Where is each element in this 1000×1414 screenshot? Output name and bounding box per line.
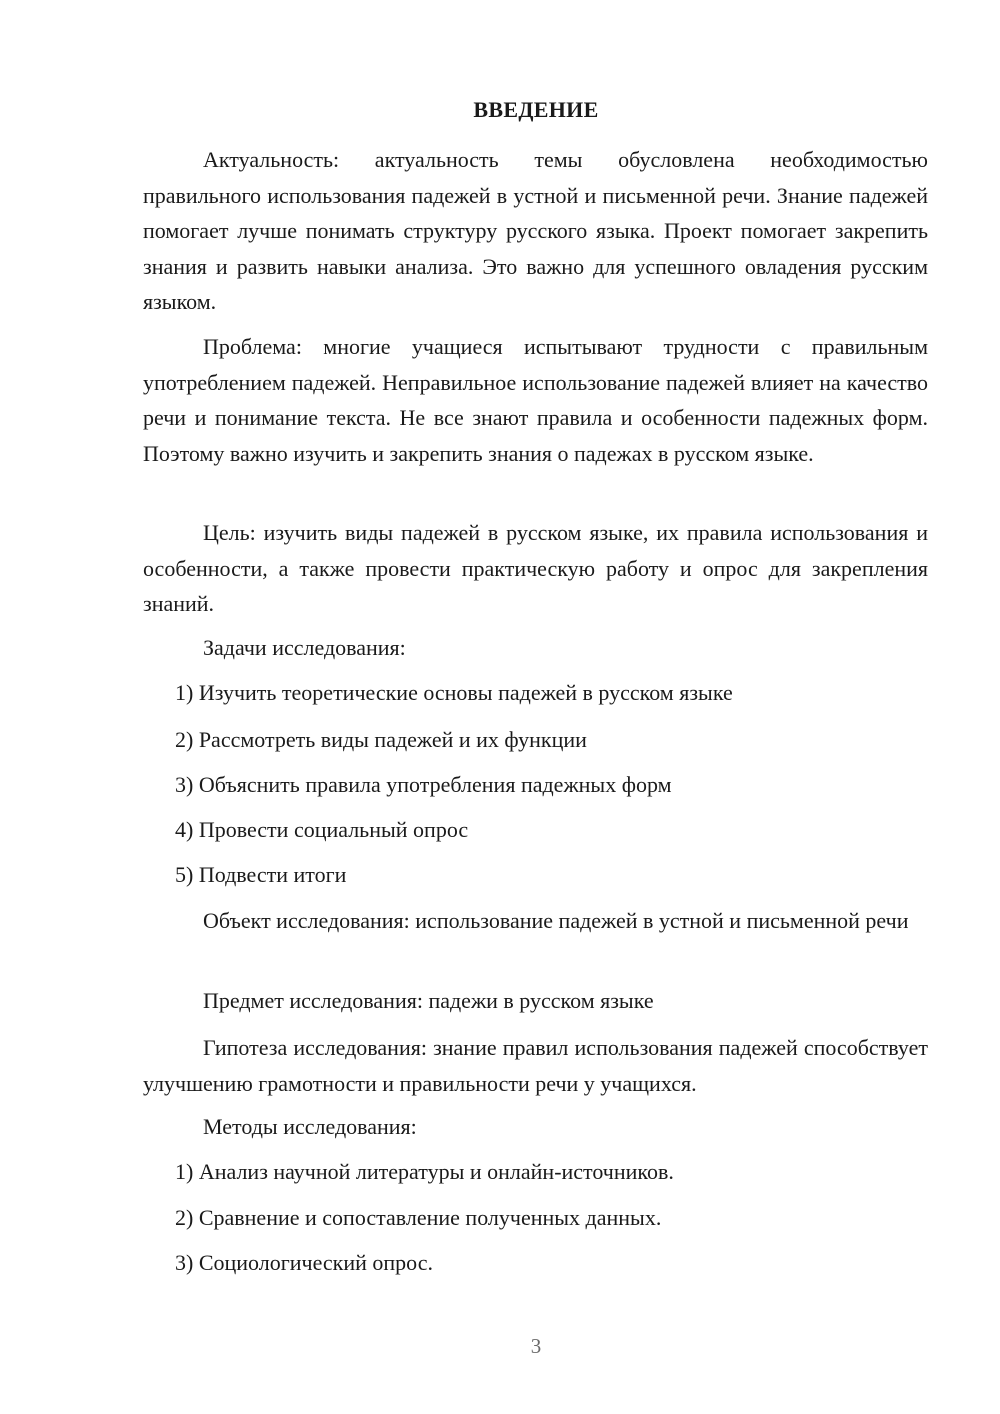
goal-paragraph: Цель: изучить виды падежей в русском языке, их правила использования и особенности, а также провести практическую работу и опрос для закрепления знаний. [143, 520, 928, 616]
task-item-5: 5) Подвести итоги [175, 862, 347, 887]
methods-heading: Методы исследования: [203, 1114, 417, 1139]
tasks-heading: Задачи исследования: [203, 635, 406, 660]
task-item-3: 3) Объяснить правила употребления падежных форм [175, 772, 672, 797]
method-item-2: 2) Сравнение и сопоставление полученных данных. [175, 1205, 662, 1230]
hypothesis-paragraph: Гипотеза исследования: знание правил использования падежей способствует улучшению грамотности и правильности речи у учащихся. [143, 1035, 928, 1096]
subject-paragraph: Предмет исследования: падежи в русском языке [203, 988, 654, 1013]
method-item-3: 3) Социологический опрос. [175, 1250, 433, 1275]
object-paragraph: Объект исследования: использование падежей в устной и письменной речи [203, 908, 909, 933]
task-item-4: 4) Провести социальный опрос [175, 817, 469, 842]
page-title: ВВЕДЕНИЕ [473, 97, 599, 122]
task-item-2: 2) Рассмотреть виды падежей и их функции [175, 727, 587, 752]
page-number: 3 [530, 1334, 542, 1358]
task-item-1: 1) Изучить теоретические основы падежей в русском языке [175, 680, 733, 705]
relevance-paragraph: Актуальность: актуальность темы обусловлена необходимостью правильного использования падежей в устной и письменной речи. Знание падежей помогает лучше понимать структуру русского языка. Проект помогает закрепить знания и развить навыки анализа. Это важно для успешного овладения русским языком. [143, 147, 928, 314]
problem-paragraph: Проблема: многие учащиеся испытывают трудности с правильным употреблением падежей. Неправильное использование падежей влияет на качество речи и понимание текста. Не все знают правила и особенности падежных форм. Поэтому важно изучить и закрепить знания о падежах в русском языке. [143, 334, 928, 466]
method-item-1: 1) Анализ научной литературы и онлайн-источников. [175, 1159, 674, 1184]
